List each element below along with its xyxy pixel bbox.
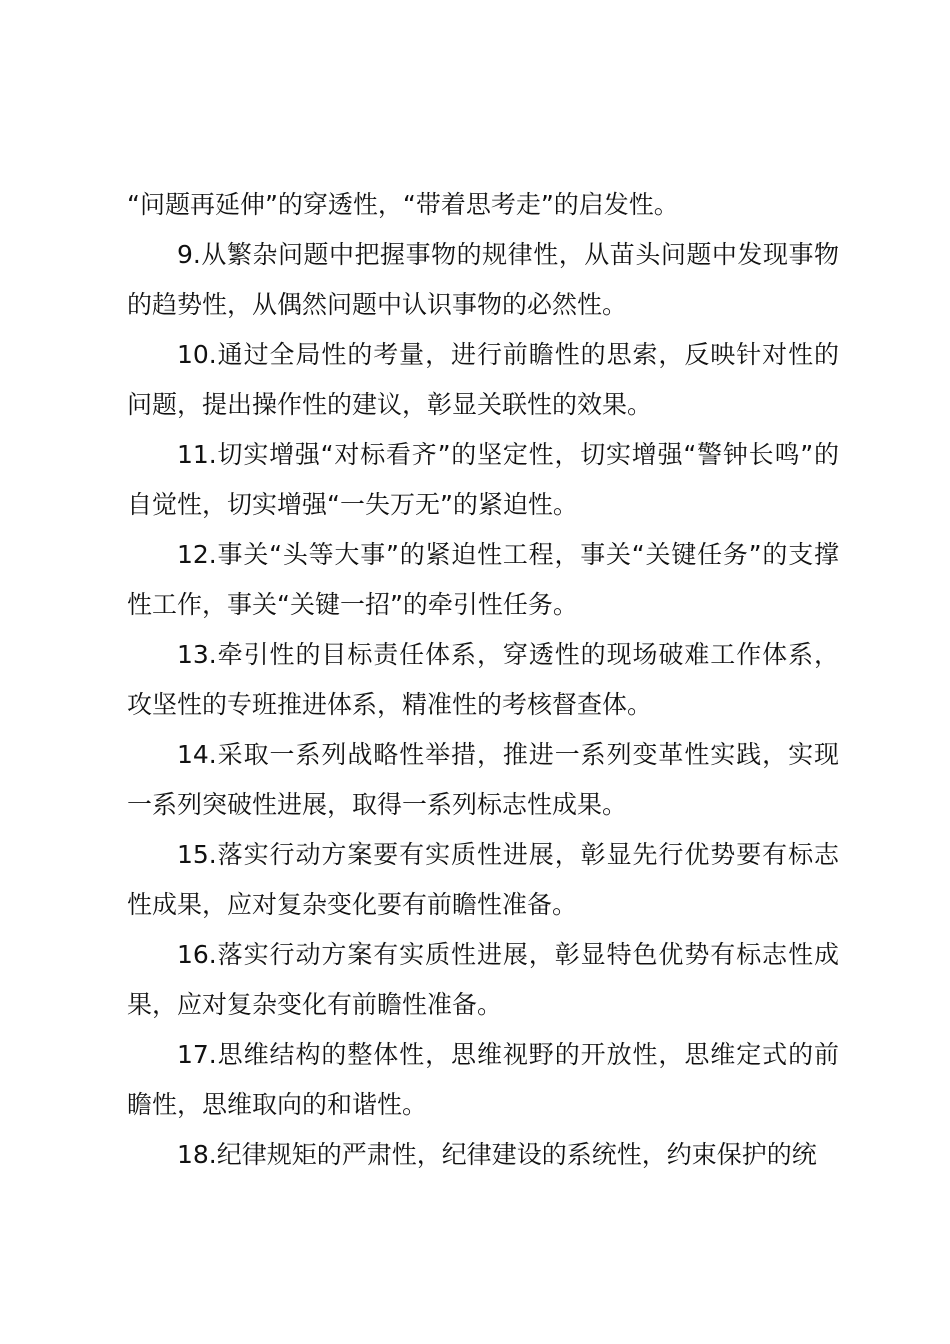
paragraph-item-14: 14.采取一系列战略性举措，推进一系列变革性实践，实现一系列突破性进展，取得一系列标志性成果。 (127, 740, 839, 819)
paragraph-continuation: “问题再延伸”的穿透性，“带着思考走”的启发性。 (127, 190, 679, 219)
paragraph-item-13: 13.牵引性的目标责任体系，穿透性的现场破难工作体系，攻坚性的专班推进体系，精准性的考核督查体。 (127, 640, 839, 719)
paragraph-item-15: 15.落实行动方案要有实质性进展，彰显先行优势要有标志性成果，应对复杂变化要有前瞻性准备。 (127, 840, 839, 919)
paragraph-item-18: 18.纪律规矩的严肃性，纪律建设的系统性，约束保护的统 (177, 1140, 817, 1169)
document-body (127, 180, 839, 1180)
paragraph-item-16: 16.落实行动方案有实质性进展，彰显特色优势有标志性成果，应对复杂变化有前瞻性准备。 (127, 940, 839, 1019)
paragraph-item-10: 10.通过全局性的考量，进行前瞻性的思索，反映针对性的问题，提出操作性的建议，彰显关联性的效果。 (127, 340, 839, 419)
paragraph-item-11: 11.切实增强“对标看齐”的坚定性，切实增强“警钟长鸣”的自觉性，切实增强“一失万无”的紧迫性。 (127, 440, 839, 519)
paragraph-item-17: 17.思维结构的整体性，思维视野的开放性，思维定式的前瞻性，思维取向的和谐性。 (127, 1040, 839, 1119)
paragraph-item-12: 12.事关“头等大事”的紧迫性工程，事关“关键任务”的支撑性工作，事关“关键一招”的牵引性任务。 (127, 540, 839, 619)
paragraph-item-9: 9.从繁杂问题中把握事物的规律性，从苗头问题中发现事物的趋势性，从偶然问题中认识事物的必然性。 (127, 240, 839, 319)
